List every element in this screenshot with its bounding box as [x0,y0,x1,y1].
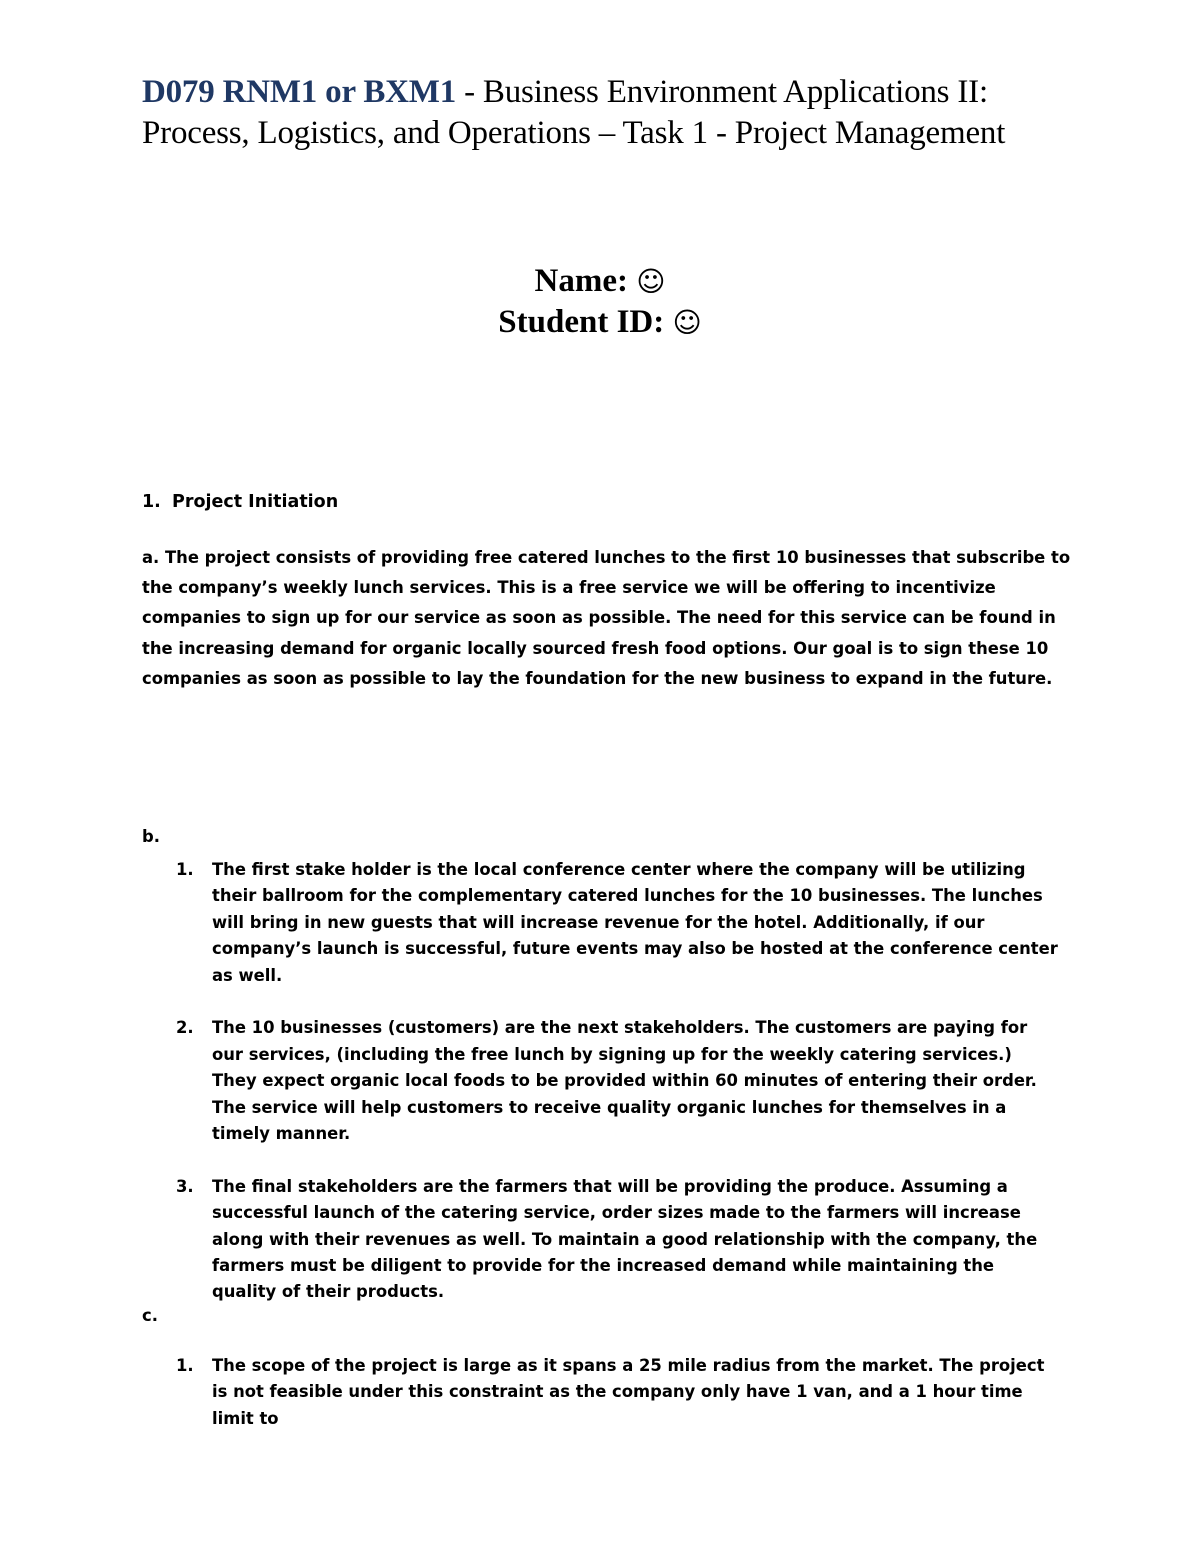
list-item-text: The scope of the project is large as it spans a 25 mile radius from the market. The project is not feasible under this constraint as the company only have 1 van, and a 1 hour time limit to [212,1356,1045,1428]
paragraph-a: a. The project consists of providing free catered lunches to the first 10 businesses that subscribe to the company’s weekly lunch services. This is a free service we will be offering to incentivize companies to sign up for our service as soon as possible. The need for this service can be found in the increasing demand for organic locally sourced fresh food options. Our goal is to sign these 10 companies as soon as possible to lay the foundation for the new business to expand in the future. [142,548,1071,688]
name-line [0,261,1200,302]
list-item-text: The final stakeholders are the farmers that will be providing the produce. Assuming a successful launch of the catering service, order sizes made to the farmers will increase along with their revenues as well. To maintain a good relationship with the company, the farmers must be diligent to provide for the increased demand while maintaining the quality of their products. [212,1176,1038,1302]
label-c: c. [142,1306,158,1325]
course-code: D079 RNM1 or BXM1 [142,74,457,110]
smiley-icon: ☺ [672,306,702,339]
smiley-icon: ☺ [636,265,666,298]
document-title [142,72,1102,153]
section-number: 1. [142,492,161,512]
list-item [0,857,1062,989]
list-item [0,1174,1062,1306]
student-id-label: Student ID: [498,304,665,340]
name-label: Name: [534,263,628,299]
list-item-number: 3. [176,1176,194,1196]
label-b: b. [142,827,160,846]
list-item-text: The first stake holder is the local conference center where the company will be utilizing their ballroom for the complementary catered lunches for the 10 businesses. The lunches will bring in new guests that will increase revenue for the hotel. Additionally, if our company’s launch is successful, future events may also be hosted at the conference center as well. [212,860,1058,985]
title-text: - Business Environment Applications II: Process, Logistics, and Operations – Task 1 - Project Management [142,74,1006,151]
stakeholder-list [0,857,1200,1332]
list-item [0,1353,1062,1432]
list-item [0,1015,1062,1147]
list-item-number: 1. [176,1356,194,1375]
scope-list [0,1353,1200,1459]
list-item-number: 2. [176,1018,194,1038]
section-heading [142,490,338,514]
list-item-text: The 10 businesses (customers) are the next stakeholders. The customers are paying for our services, (including the free lunch by signing up for the weekly catering services.) They expect organic local foods to be provided within 60 minutes of entering their order. The service will help customers to receive quality organic lunches for themselves in a timely manner. [212,1018,1037,1144]
student-id-line [0,302,1200,343]
list-item-number: 1. [176,860,194,879]
section-title: Project Initiation [172,492,339,512]
